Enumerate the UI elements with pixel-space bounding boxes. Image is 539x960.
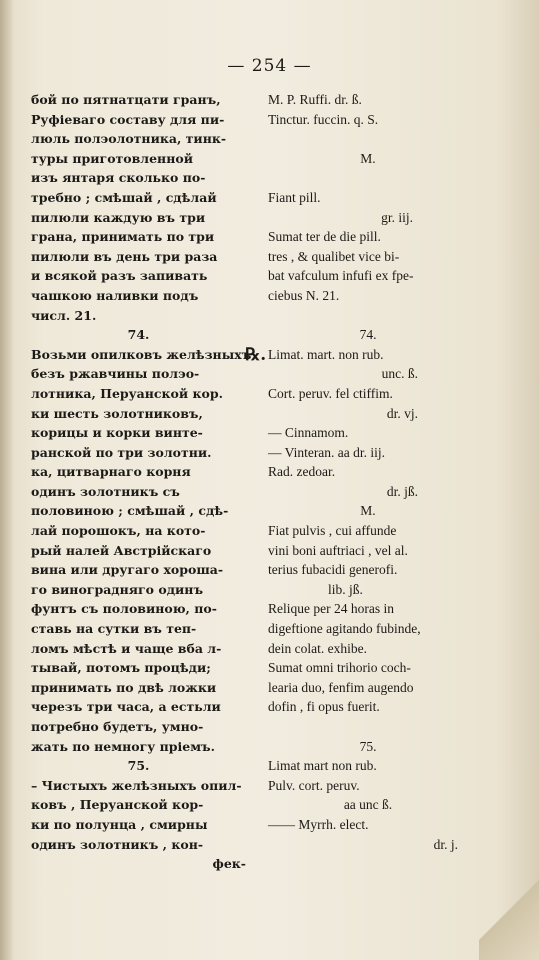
text-line: Relique per 24 horas in — [268, 601, 394, 617]
text-line: ciebus N. 21. — [268, 287, 340, 303]
text-line: грана, принимать по три — [31, 229, 215, 245]
text-line: ка, цитварнаго корня — [31, 464, 191, 480]
recipe-74-russian — [31, 345, 252, 756]
text-line: vini boni auftriaci , vel al. — [268, 542, 408, 558]
text-line: люль полэолотника, тинк- — [31, 131, 227, 147]
cort-line: Cort. peruv. fel ctiffim. — [268, 385, 393, 401]
misce-label-2: M. — [360, 503, 376, 519]
recipe-heading-75-russian: 75. — [127, 758, 150, 774]
dr-iss-dose: dr. jß. — [386, 483, 418, 499]
recipe-74-latin-instructions — [268, 599, 468, 717]
text-line: bat vafculum infufi ex fpe- — [268, 268, 414, 284]
recipe-75-russian — [31, 776, 246, 874]
myrrh-line: —— Myrrh. elect. — [268, 816, 369, 832]
text-line: Руфіеваго составу для пи- — [31, 111, 225, 127]
text-line: корицы и корки винте- — [31, 425, 203, 441]
lib-dose: lib. jß. — [328, 581, 363, 597]
page-number: — 254 — — [227, 56, 312, 76]
text-line: одинъ золотникъ , кон- — [31, 836, 204, 852]
text-line: ки шесть золотниковъ, — [31, 405, 203, 421]
aa-unc-dose: aa unc ß. — [343, 797, 393, 813]
text-line: потребно будетъ, умно- — [31, 719, 204, 734]
text-line: Sumat omni trihorio coch- — [268, 660, 411, 676]
text-line: digeftione agitando fubinde, — [268, 621, 421, 637]
cinnamom-line: — Cinnamom. — [268, 425, 349, 441]
text-line: ставь на сутки въ теп- — [31, 621, 197, 637]
text-line: вина или другаго хороша- — [31, 562, 224, 578]
text-line: ранской по три золотни. — [31, 444, 212, 460]
recipe-heading-75-latin: 75. — [359, 738, 377, 754]
pulv-line: Pulv. cort. peruv. — [268, 777, 360, 793]
unc-dose: unc. ß. — [381, 366, 418, 382]
text-line: жать по немногу пріемъ. — [31, 738, 215, 754]
limat-74-line: Limat. mart. non rub. — [268, 346, 384, 362]
text-line: одинъ золотникъ съ — [31, 483, 180, 499]
text-line: tres , & qualibet vice bi- — [268, 248, 400, 264]
text-line: изъ янтаря сколько по- — [31, 170, 206, 186]
text-line: Fiat pulvis , cui affunde — [268, 523, 397, 539]
dr-j-dose: dr. j. — [433, 836, 458, 852]
text-line: тывай, потомъ процѣди; — [31, 660, 211, 676]
text-line: Sumat ter de die pill. — [268, 229, 381, 245]
dr-vj-dose: dr. vj. — [386, 405, 418, 421]
text-line: terius fubacidi generofi. — [268, 562, 398, 578]
text-line: – Чистыхъ желѣзныхъ опил- — [31, 777, 242, 793]
recipe-73-russian — [31, 90, 246, 325]
text-line: требно ; смѣшай , сдѣлай — [31, 189, 217, 205]
text-line: ломъ мѣстѣ и чаще вба л- — [31, 640, 222, 656]
recipe-74-latin-directions — [268, 521, 468, 580]
text-line: фек- — [212, 856, 246, 872]
text-line: лай порошокъ, на кото- — [31, 523, 206, 539]
text-line: learia duo, fenfim augendo — [268, 679, 414, 695]
recipe-73-latin-directions — [268, 227, 468, 305]
text-line: го виноградняго одинъ — [31, 581, 204, 597]
text-line: числ. 21. — [31, 307, 97, 323]
recipe-symbol: ℞. — [245, 345, 267, 365]
text-line: Tinctur. fuccin. q. S. — [268, 111, 379, 127]
text-line: черезъ три часа, а естьли — [31, 699, 221, 715]
text-line: чашкою наливки подъ — [31, 287, 199, 303]
text-line: пилюли каждую въ три — [31, 209, 206, 225]
limat-75-line: Limat mart non rub. — [268, 758, 377, 774]
rad-line: Rad. zedoar. — [268, 464, 336, 480]
text-line: dein colat. exhibe. — [268, 640, 367, 656]
text-line: лотника, Перуанской кор. — [31, 385, 223, 401]
text-line: туры приготовленной — [31, 150, 193, 166]
text-line: Возьми опилковъ желѣзныхъ — [31, 346, 252, 362]
text-line: ковъ , Перуанской кор- — [31, 797, 204, 813]
text-line: безъ ржавчины полэо- — [31, 366, 200, 382]
misce-label: M. — [360, 150, 376, 166]
folded-page-corner — [479, 840, 539, 960]
recipe-heading-74-latin: 74. — [359, 327, 377, 343]
grain-dose: gr. iij. — [381, 209, 413, 225]
text-line: бой по пятнатцати гранъ, — [31, 92, 221, 107]
russian-text-column — [31, 90, 252, 874]
page-gutter-shadow — [0, 0, 14, 960]
latin-text-column — [268, 90, 468, 854]
fiant-line: Fiant pill. — [268, 189, 321, 205]
text-line: принимать по двѣ ложки — [31, 679, 217, 695]
vinteran-line: — Vinteran. aa dr. iij. — [268, 444, 386, 460]
text-line: пилюли въ день три раза — [31, 248, 218, 264]
text-line: M. P. Ruffi. dr. ß. — [268, 92, 362, 107]
text-line: рый налей Австрійскаго — [31, 542, 212, 558]
recipe-heading-74-russian: 74. — [127, 327, 150, 343]
text-line: и всякой разъ запивать — [31, 268, 208, 284]
text-line: половиною ; смѣшай , сдѣ- — [31, 503, 229, 519]
text-line: фунтъ съ половиною, по- — [31, 601, 217, 617]
recipe-73-latin-ingredients — [268, 90, 468, 129]
text-line: ки по полунца , смирны — [31, 816, 208, 832]
text-line: dofin , fi opus fuerit. — [268, 699, 380, 715]
